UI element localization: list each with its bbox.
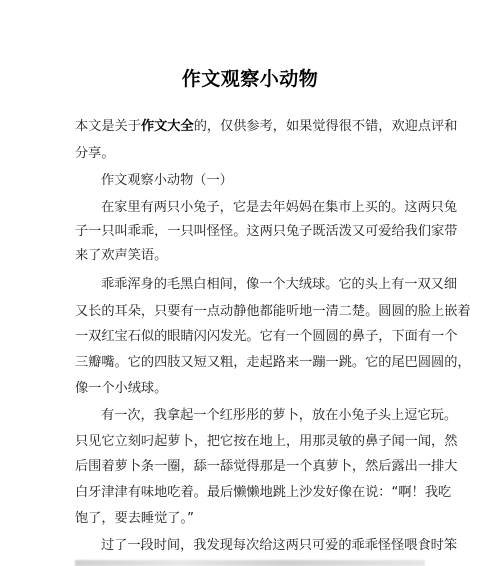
paragraph-line: 后围着萝卜条一圈，舔一舔觉得那是一个真萝卜，然后露出一排大 xyxy=(75,459,458,474)
page-title: 作文观察小动物 xyxy=(181,68,319,90)
cut-off-line xyxy=(75,560,425,566)
paragraph-line: 过了一段时间，我发现每次给这两只可爱的乖乖怪怪喂食时笨 xyxy=(101,538,458,553)
paragraph-line: 来了欢声笑语。 xyxy=(75,248,168,263)
paragraph-line: 乖乖浑身的毛黑白相间，像一个大绒球。它的头上有一双又细 xyxy=(101,277,458,292)
paragraph-line: 饱了，要去睡觉了。” xyxy=(75,511,194,526)
paragraph-line: 白牙津津有味地吃着。最后懒懒地跳上沙发好像在说：“啊！我吃 xyxy=(75,485,452,500)
paragraph-line: 像一个小绒球。 xyxy=(75,381,168,396)
paragraph-line: 只见它立刻叼起萝卜，把它按在地上，用那灵敏的鼻子闻一闻，然 xyxy=(75,434,458,449)
intro-line-2: 分享。 xyxy=(75,146,115,161)
intro-text-pre: 本文是关于 xyxy=(75,119,141,134)
paragraph-line: 子一只叫乖乖，一只叫怪怪。这两只兔子既活泼又可爱给我们家带 xyxy=(75,224,458,239)
section-heading: 作文观察小动物（一） xyxy=(101,173,233,188)
paragraph-line: 三瓣嘴。它的四肢又短又粗，走起路来一蹦一跳。它的尾巴圆圆的， xyxy=(75,355,471,370)
paragraph-line: 有一次，我拿起一个红彤彤的萝卜，放在小兔子头上逗它玩。 xyxy=(101,408,458,423)
paragraph-line: 一双红宝石似的眼睛闪闪发光。它有一个圆圆的鼻子，下面有一个 xyxy=(75,329,458,344)
intro-line-1 xyxy=(75,118,457,136)
paragraph-line: 在家里有两只小兔子，它是去年妈妈在集市上买的。这两只兔 xyxy=(101,200,458,215)
paragraph-line: 又长的耳朵，只要有一点动静他都能听地一清二楚。圆圆的脸上嵌着 xyxy=(75,304,471,319)
intro-text-bold: 作文大全 xyxy=(140,119,194,134)
intro-text-post: 的，仅供参考，如果觉得很不错，欢迎点评和 xyxy=(193,119,458,134)
